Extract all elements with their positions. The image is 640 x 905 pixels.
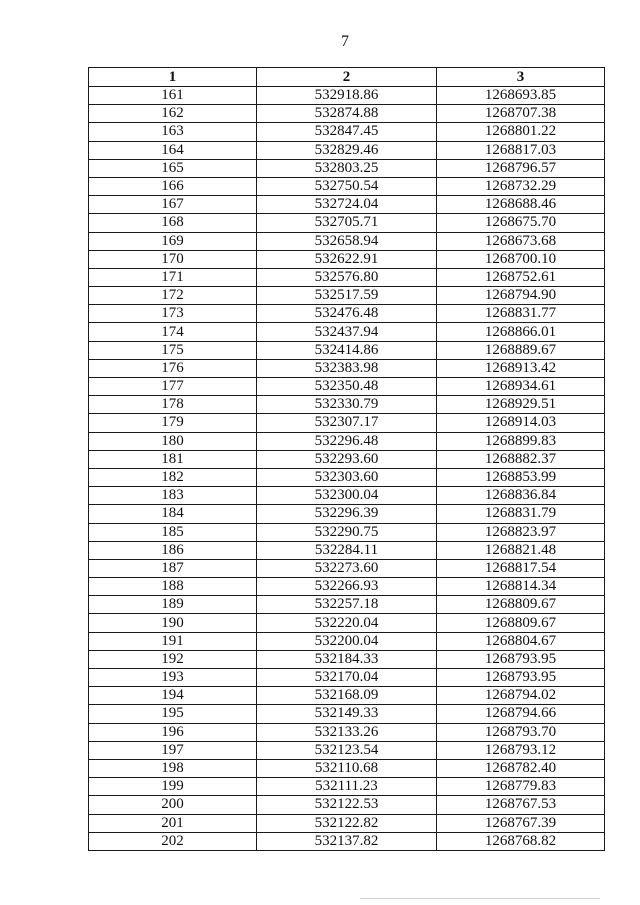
point-number-cell: 187 <box>89 559 257 577</box>
point-number-cell: 172 <box>89 287 257 305</box>
point-number-cell: 186 <box>89 541 257 559</box>
y-coordinate-cell: 1268836.84 <box>437 487 605 505</box>
table-row <box>89 596 605 614</box>
table-row <box>89 541 605 559</box>
table-row <box>89 450 605 468</box>
x-coordinate-cell: 532122.53 <box>257 796 437 814</box>
y-coordinate-cell: 1268793.95 <box>437 669 605 687</box>
x-coordinate-cell: 532170.04 <box>257 669 437 687</box>
y-coordinate-cell: 1268767.53 <box>437 796 605 814</box>
y-coordinate-cell: 1268899.83 <box>437 432 605 450</box>
table-row <box>89 268 605 286</box>
y-coordinate-cell: 1268675.70 <box>437 214 605 232</box>
table-row <box>89 341 605 359</box>
table-row <box>89 778 605 796</box>
table-row <box>89 250 605 268</box>
point-number-cell: 162 <box>89 105 257 123</box>
point-number-cell: 195 <box>89 705 257 723</box>
y-coordinate-cell: 1268823.97 <box>437 523 605 541</box>
y-coordinate-cell: 1268817.03 <box>437 141 605 159</box>
point-number-cell: 190 <box>89 614 257 632</box>
x-coordinate-cell: 532750.54 <box>257 177 437 195</box>
table-row <box>89 796 605 814</box>
point-number-cell: 167 <box>89 196 257 214</box>
point-number-cell: 192 <box>89 650 257 668</box>
point-number-cell: 165 <box>89 159 257 177</box>
x-coordinate-cell: 532437.94 <box>257 323 437 341</box>
table-row <box>89 105 605 123</box>
point-number-cell: 193 <box>89 669 257 687</box>
y-coordinate-cell: 1268831.77 <box>437 305 605 323</box>
x-coordinate-cell: 532847.45 <box>257 123 437 141</box>
x-coordinate-cell: 532414.86 <box>257 341 437 359</box>
y-coordinate-cell: 1268782.40 <box>437 759 605 777</box>
y-coordinate-cell: 1268688.46 <box>437 196 605 214</box>
x-coordinate-cell: 532290.75 <box>257 523 437 541</box>
x-coordinate-cell: 532257.18 <box>257 596 437 614</box>
y-coordinate-cell: 1268796.57 <box>437 159 605 177</box>
point-number-cell: 161 <box>89 87 257 105</box>
x-coordinate-cell: 532622.91 <box>257 250 437 268</box>
page-edge-line <box>360 898 600 899</box>
table-row <box>89 723 605 741</box>
point-number-cell: 194 <box>89 687 257 705</box>
table-row <box>89 687 605 705</box>
point-number-cell: 168 <box>89 214 257 232</box>
x-coordinate-cell: 532517.59 <box>257 287 437 305</box>
y-coordinate-cell: 1268831.79 <box>437 505 605 523</box>
x-coordinate-cell: 532918.86 <box>257 87 437 105</box>
point-number-cell: 177 <box>89 378 257 396</box>
y-coordinate-cell: 1268801.22 <box>437 123 605 141</box>
table-row <box>89 396 605 414</box>
point-number-cell: 196 <box>89 723 257 741</box>
point-number-cell: 171 <box>89 268 257 286</box>
x-coordinate-cell: 532303.60 <box>257 468 437 486</box>
x-coordinate-cell: 532658.94 <box>257 232 437 250</box>
x-coordinate-cell: 532123.54 <box>257 741 437 759</box>
y-coordinate-cell: 1268853.99 <box>437 468 605 486</box>
table-body <box>89 87 605 851</box>
x-coordinate-cell: 532874.88 <box>257 105 437 123</box>
point-number-cell: 169 <box>89 232 257 250</box>
y-coordinate-cell: 1268794.90 <box>437 287 605 305</box>
x-coordinate-cell: 532803.25 <box>257 159 437 177</box>
table-row <box>89 159 605 177</box>
y-coordinate-cell: 1268934.61 <box>437 378 605 396</box>
y-coordinate-cell: 1268794.66 <box>437 705 605 723</box>
point-number-cell: 191 <box>89 632 257 650</box>
point-number-cell: 198 <box>89 759 257 777</box>
table-row <box>89 123 605 141</box>
y-coordinate-cell: 1268809.67 <box>437 596 605 614</box>
x-coordinate-cell: 532293.60 <box>257 450 437 468</box>
y-coordinate-cell: 1268793.70 <box>437 723 605 741</box>
table-row <box>89 232 605 250</box>
y-coordinate-cell: 1268817.54 <box>437 559 605 577</box>
y-coordinate-cell: 1268889.67 <box>437 341 605 359</box>
table-row <box>89 177 605 195</box>
table-row <box>89 814 605 832</box>
point-number-cell: 201 <box>89 814 257 832</box>
y-coordinate-cell: 1268794.02 <box>437 687 605 705</box>
table-row <box>89 759 605 777</box>
x-coordinate-cell: 532330.79 <box>257 396 437 414</box>
table-row <box>89 287 605 305</box>
x-coordinate-cell: 532266.93 <box>257 578 437 596</box>
y-coordinate-cell: 1268767.39 <box>437 814 605 832</box>
table-row <box>89 578 605 596</box>
x-coordinate-cell: 532307.17 <box>257 414 437 432</box>
table-row <box>89 323 605 341</box>
table-row <box>89 741 605 759</box>
y-coordinate-cell: 1268821.48 <box>437 541 605 559</box>
point-number-cell: 182 <box>89 468 257 486</box>
y-coordinate-cell: 1268914.03 <box>437 414 605 432</box>
x-coordinate-cell: 532576.80 <box>257 268 437 286</box>
point-number-cell: 164 <box>89 141 257 159</box>
table-row <box>89 432 605 450</box>
point-number-cell: 188 <box>89 578 257 596</box>
table-header-row <box>89 68 605 87</box>
table-row <box>89 359 605 377</box>
point-number-cell: 174 <box>89 323 257 341</box>
point-number-cell: 189 <box>89 596 257 614</box>
y-coordinate-cell: 1268913.42 <box>437 359 605 377</box>
table-row <box>89 141 605 159</box>
point-number-cell: 185 <box>89 523 257 541</box>
page-number: 7 <box>341 33 349 50</box>
point-number-cell: 170 <box>89 250 257 268</box>
y-coordinate-cell: 1268732.29 <box>437 177 605 195</box>
x-coordinate-cell: 532350.48 <box>257 378 437 396</box>
x-coordinate-cell: 532110.68 <box>257 759 437 777</box>
y-coordinate-cell: 1268752.61 <box>437 268 605 286</box>
y-coordinate-cell: 1268673.68 <box>437 232 605 250</box>
y-coordinate-cell: 1268866.01 <box>437 323 605 341</box>
point-number-cell: 200 <box>89 796 257 814</box>
table-row <box>89 305 605 323</box>
y-coordinate-cell: 1268700.10 <box>437 250 605 268</box>
x-coordinate-cell: 532296.48 <box>257 432 437 450</box>
table-row <box>89 705 605 723</box>
column-header-3: 3 <box>437 68 605 87</box>
column-header-2: 2 <box>257 68 437 87</box>
x-coordinate-cell: 532296.39 <box>257 505 437 523</box>
point-number-cell: 181 <box>89 450 257 468</box>
point-number-cell: 175 <box>89 341 257 359</box>
point-number-cell: 179 <box>89 414 257 432</box>
x-coordinate-cell: 532284.11 <box>257 541 437 559</box>
table-row <box>89 650 605 668</box>
y-coordinate-cell: 1268814.34 <box>437 578 605 596</box>
x-coordinate-cell: 532829.46 <box>257 141 437 159</box>
point-number-cell: 173 <box>89 305 257 323</box>
x-coordinate-cell: 532705.71 <box>257 214 437 232</box>
x-coordinate-cell: 532273.60 <box>257 559 437 577</box>
table-row <box>89 614 605 632</box>
x-coordinate-cell: 532300.04 <box>257 487 437 505</box>
x-coordinate-cell: 532149.33 <box>257 705 437 723</box>
column-header-1: 1 <box>89 68 257 87</box>
point-number-cell: 163 <box>89 123 257 141</box>
y-coordinate-cell: 1268768.82 <box>437 832 605 850</box>
y-coordinate-cell: 1268882.37 <box>437 450 605 468</box>
y-coordinate-cell: 1268693.85 <box>437 87 605 105</box>
table-row <box>89 505 605 523</box>
point-number-cell: 176 <box>89 359 257 377</box>
x-coordinate-cell: 532476.48 <box>257 305 437 323</box>
point-number-cell: 183 <box>89 487 257 505</box>
point-number-cell: 184 <box>89 505 257 523</box>
table-row <box>89 632 605 650</box>
x-coordinate-cell: 532383.98 <box>257 359 437 377</box>
x-coordinate-cell: 532220.04 <box>257 614 437 632</box>
point-number-cell: 202 <box>89 832 257 850</box>
table-row <box>89 87 605 105</box>
x-coordinate-cell: 532724.04 <box>257 196 437 214</box>
y-coordinate-cell: 1268707.38 <box>437 105 605 123</box>
x-coordinate-cell: 532137.82 <box>257 832 437 850</box>
y-coordinate-cell: 1268793.12 <box>437 741 605 759</box>
table-row <box>89 559 605 577</box>
y-coordinate-cell: 1268929.51 <box>437 396 605 414</box>
point-number-cell: 180 <box>89 432 257 450</box>
x-coordinate-cell: 532111.23 <box>257 778 437 796</box>
table-row <box>89 468 605 486</box>
point-number-cell: 166 <box>89 177 257 195</box>
table-row <box>89 378 605 396</box>
table-row <box>89 414 605 432</box>
table-row <box>89 832 605 850</box>
table-row <box>89 214 605 232</box>
x-coordinate-cell: 532122.82 <box>257 814 437 832</box>
point-number-cell: 178 <box>89 396 257 414</box>
table-row <box>89 523 605 541</box>
coordinates-table <box>88 67 605 851</box>
x-coordinate-cell: 532200.04 <box>257 632 437 650</box>
table-row <box>89 487 605 505</box>
y-coordinate-cell: 1268793.95 <box>437 650 605 668</box>
table-row <box>89 669 605 687</box>
x-coordinate-cell: 532168.09 <box>257 687 437 705</box>
x-coordinate-cell: 532133.26 <box>257 723 437 741</box>
point-number-cell: 197 <box>89 741 257 759</box>
y-coordinate-cell: 1268804.67 <box>437 632 605 650</box>
x-coordinate-cell: 532184.33 <box>257 650 437 668</box>
y-coordinate-cell: 1268779.83 <box>437 778 605 796</box>
y-coordinate-cell: 1268809.67 <box>437 614 605 632</box>
point-number-cell: 199 <box>89 778 257 796</box>
table-row <box>89 196 605 214</box>
